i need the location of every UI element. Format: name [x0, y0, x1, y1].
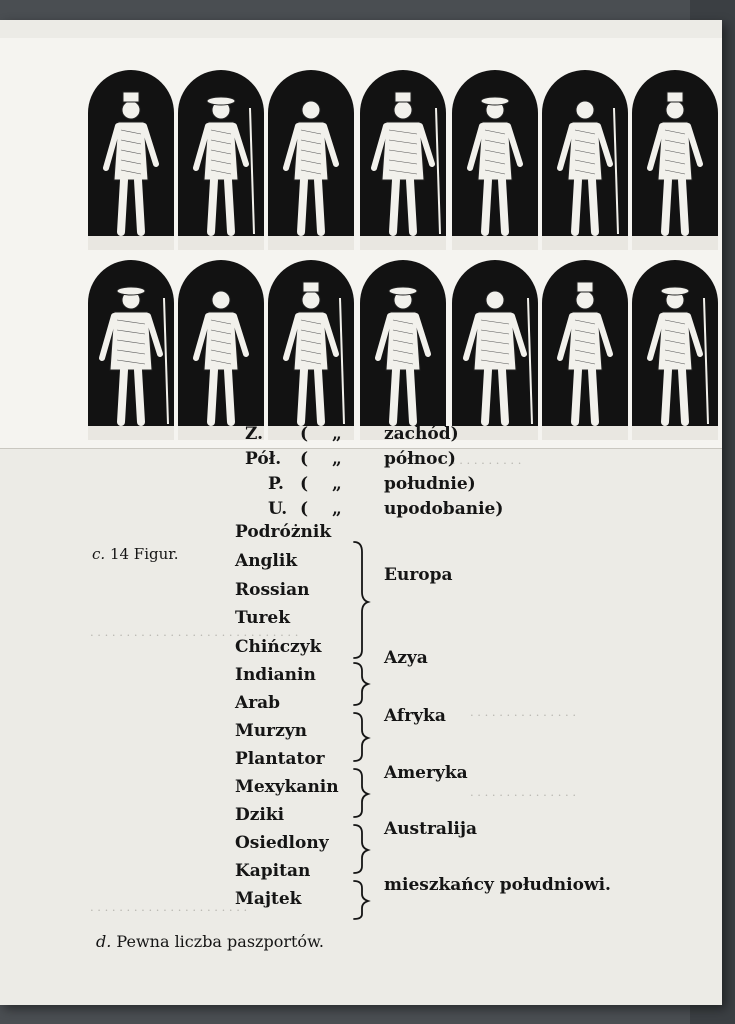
- region-label: Ameryka: [384, 763, 468, 783]
- figure-name: Mexykanin: [235, 777, 339, 797]
- grouping-braces: [350, 540, 380, 920]
- costume-figures-plate: [0, 38, 722, 449]
- region-label: Azya: [384, 648, 428, 668]
- panel-ground: [88, 426, 174, 440]
- figure-name: Chińczyk: [235, 637, 322, 657]
- panel-ground: [542, 236, 628, 250]
- figure-name: Osiedlony: [235, 833, 329, 853]
- panel-ground: [632, 426, 718, 440]
- figure-name: Arab: [235, 693, 281, 713]
- figur-label: [92, 545, 179, 563]
- footnote: [96, 932, 324, 951]
- figure-name: Rossian: [235, 580, 310, 600]
- figure-name: Kapitan: [235, 861, 311, 881]
- footnote-letter: d.: [96, 932, 112, 951]
- panel-ground: [542, 426, 628, 440]
- figure-name: Murzyn: [235, 721, 308, 741]
- panel-ground: [452, 236, 538, 250]
- figur-text: 14 Figur.: [109, 545, 179, 563]
- figure-name: Turek: [235, 608, 291, 628]
- panel-ground: [178, 236, 264, 250]
- panel-ground: [452, 426, 538, 440]
- region-label: Afryka: [384, 706, 446, 726]
- panel-ground: [88, 236, 174, 250]
- figur-letter: c.: [92, 545, 106, 563]
- panel-ground: [360, 236, 446, 250]
- figure-name: Majtek: [235, 889, 302, 909]
- panel-ground: [632, 236, 718, 250]
- footnote-text: Pewna liczba paszportów.: [116, 932, 324, 951]
- book-page: . . . . . . . . . . . . . . . . . . . . . . . . . . . . . . . . . . . . . . . . . . . . . . . . . . . . . . . . . . . . . . . . . . . . . . . . . . . . . . . . . . . . . . . . . . . . . . Z. ( „ zachód) Pół. ( „ północ) P. ( „ południe) U. ( „ upodobanie) c. 14 Figur. Podróżnik Anglik Rossian Turek Chińczyk Indianin Arab Murzyn Plantator Mexykanin Dziki Osiedlony Kapitan Majtek Europa Azya Afryka Ameryka Australija mieszkańcy południowi. d. Pewna liczba paszportów.: [0, 20, 722, 1005]
- region-label: Europa: [384, 565, 453, 585]
- figures-illustration: [0, 38, 722, 448]
- region-label: Australija: [384, 819, 478, 839]
- figure-name: Dziki: [235, 805, 285, 825]
- figure-name: Indianin: [235, 665, 316, 685]
- figure-name: Anglik: [235, 551, 298, 571]
- region-label: mieszkańcy południowi.: [384, 875, 611, 895]
- panel-ground: [268, 236, 354, 250]
- figure-name: Plantator: [235, 749, 325, 769]
- figure-name: Podróżnik: [235, 522, 332, 542]
